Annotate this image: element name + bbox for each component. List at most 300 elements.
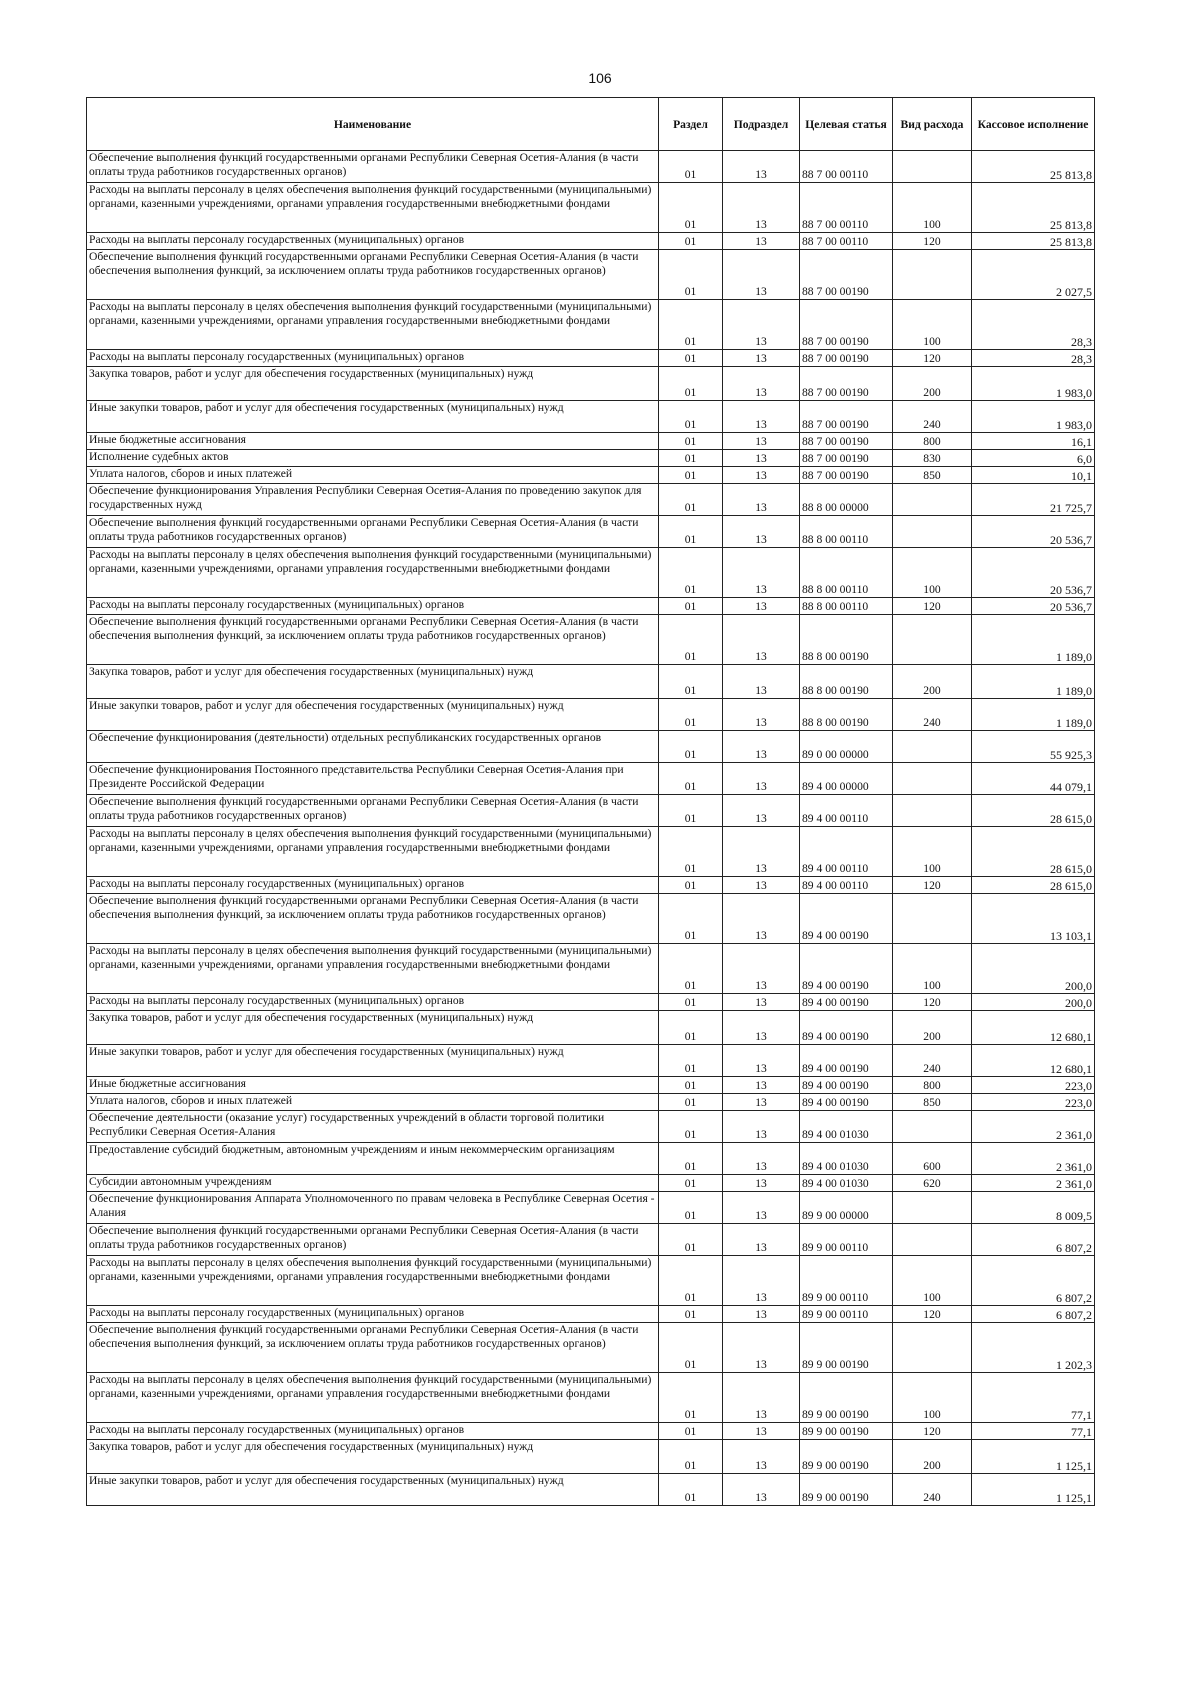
cell-type: 850: [893, 1094, 972, 1111]
cell-section: 01: [659, 1423, 723, 1440]
cell-target: 88 8 00 00110: [800, 516, 893, 548]
cell-type: [893, 615, 972, 665]
cell-target: 88 7 00 00110: [800, 183, 893, 233]
cell-section: 01: [659, 665, 723, 699]
cell-type: 120: [893, 598, 972, 615]
cell-target: 89 4 00 00190: [800, 944, 893, 994]
table-row: [87, 1045, 1095, 1077]
cell-section: 01: [659, 1143, 723, 1175]
table-row: [87, 665, 1095, 699]
cell-section: 01: [659, 699, 723, 731]
cell-name: Расходы на выплаты персоналу государственных (муниципальных) органов: [87, 877, 659, 894]
cell-amount: 1 125,1: [972, 1440, 1095, 1474]
cell-amount: 25 813,8: [972, 233, 1095, 250]
cell-section: 01: [659, 1224, 723, 1256]
cell-section: 01: [659, 183, 723, 233]
cell-type: [893, 516, 972, 548]
cell-type: [893, 731, 972, 763]
cell-subsection: 13: [723, 1224, 800, 1256]
cell-type: 200: [893, 1440, 972, 1474]
cell-subsection: 13: [723, 1111, 800, 1143]
table-row: [87, 1440, 1095, 1474]
cell-target: 88 7 00 00190: [800, 350, 893, 367]
cell-target: 89 4 00 00190: [800, 1077, 893, 1094]
cell-type: 100: [893, 1373, 972, 1423]
table-row: [87, 944, 1095, 994]
cell-section: 01: [659, 250, 723, 300]
cell-name: Исполнение судебных актов: [87, 450, 659, 467]
cell-type: 100: [893, 944, 972, 994]
cell-subsection: 13: [723, 1094, 800, 1111]
cell-target: 88 7 00 00190: [800, 367, 893, 401]
cell-amount: 28 615,0: [972, 827, 1095, 877]
cell-section: 01: [659, 795, 723, 827]
cell-subsection: 13: [723, 250, 800, 300]
table-row: [87, 598, 1095, 615]
cell-subsection: 13: [723, 894, 800, 944]
table-row: [87, 1111, 1095, 1143]
cell-type: 120: [893, 1423, 972, 1440]
table-row: [87, 1373, 1095, 1423]
cell-type: 600: [893, 1143, 972, 1175]
table-row: [87, 450, 1095, 467]
cell-section: 01: [659, 1440, 723, 1474]
cell-subsection: 13: [723, 300, 800, 350]
cell-name: Обеспечение выполнения функций государственными органами Республики Северная Осетия-Алания (в части обеспечения выполнения функций, за исключением оплаты труда работников государственных органов): [87, 1323, 659, 1373]
table-row: [87, 300, 1095, 350]
cell-amount: 1 983,0: [972, 401, 1095, 433]
cell-subsection: 13: [723, 731, 800, 763]
cell-target: 89 9 00 00190: [800, 1373, 893, 1423]
cell-target: 89 4 00 00110: [800, 827, 893, 877]
cell-subsection: 13: [723, 877, 800, 894]
cell-name: Обеспечение функционирования (деятельности) отдельных республиканских государственных органов: [87, 731, 659, 763]
table-row: [87, 894, 1095, 944]
cell-target: 88 7 00 00190: [800, 300, 893, 350]
cell-amount: 6 807,2: [972, 1256, 1095, 1306]
cell-type: 100: [893, 300, 972, 350]
cell-type: [893, 151, 972, 183]
cell-type: [893, 484, 972, 516]
cell-section: 01: [659, 994, 723, 1011]
cell-name: Закупка товаров, работ и услуг для обеспечения государственных (муниципальных) нужд: [87, 1440, 659, 1474]
cell-name: Расходы на выплаты персоналу в целях обеспечения выполнения функций государственными (муниципальными) органами, казенными учреждениями, органами управления государственными внебюджетными фондами: [87, 827, 659, 877]
cell-name: Расходы на выплаты персоналу государственных (муниципальных) органов: [87, 1306, 659, 1323]
cell-target: 88 8 00 00000: [800, 484, 893, 516]
cell-target: 89 4 00 00190: [800, 1011, 893, 1045]
cell-section: 01: [659, 548, 723, 598]
table-row: [87, 1323, 1095, 1373]
cell-subsection: 13: [723, 615, 800, 665]
cell-name: Иные бюджетные ассигнования: [87, 1077, 659, 1094]
header-subsection: Подраздел: [723, 98, 800, 151]
cell-target: 89 4 00 00190: [800, 894, 893, 944]
cell-amount: 20 536,7: [972, 598, 1095, 615]
cell-target: 89 9 00 00190: [800, 1423, 893, 1440]
cell-name: Обеспечение выполнения функций государственными органами Республики Северная Осетия-Алания (в части обеспечения выполнения функций, за исключением оплаты труда работников государственных органов): [87, 250, 659, 300]
cell-amount: 25 813,8: [972, 183, 1095, 233]
cell-type: 240: [893, 1045, 972, 1077]
budget-table: [86, 97, 1095, 1506]
cell-target: 88 7 00 00190: [800, 467, 893, 484]
cell-subsection: 13: [723, 699, 800, 731]
table-row: [87, 1094, 1095, 1111]
cell-subsection: 13: [723, 1306, 800, 1323]
cell-section: 01: [659, 233, 723, 250]
cell-amount: 6 807,2: [972, 1224, 1095, 1256]
cell-name: Расходы на выплаты персоналу государственных (муниципальных) органов: [87, 598, 659, 615]
table-row: [87, 763, 1095, 795]
cell-type: [893, 795, 972, 827]
cell-section: 01: [659, 300, 723, 350]
cell-target: 89 4 00 01030: [800, 1143, 893, 1175]
cell-section: 01: [659, 1306, 723, 1323]
cell-amount: 6 807,2: [972, 1306, 1095, 1323]
cell-type: 120: [893, 994, 972, 1011]
cell-subsection: 13: [723, 1323, 800, 1373]
cell-subsection: 13: [723, 994, 800, 1011]
cell-subsection: 13: [723, 665, 800, 699]
header-target: Целевая статья: [800, 98, 893, 151]
cell-amount: 12 680,1: [972, 1011, 1095, 1045]
cell-section: 01: [659, 450, 723, 467]
cell-subsection: 13: [723, 1045, 800, 1077]
cell-subsection: 13: [723, 484, 800, 516]
table-row: [87, 1143, 1095, 1175]
cell-name: Расходы на выплаты персоналу государственных (муниципальных) органов: [87, 994, 659, 1011]
cell-target: 89 4 00 00190: [800, 994, 893, 1011]
cell-section: 01: [659, 1111, 723, 1143]
cell-name: Расходы на выплаты персоналу государственных (муниципальных) органов: [87, 1423, 659, 1440]
cell-subsection: 13: [723, 1423, 800, 1440]
table-row: [87, 1192, 1095, 1224]
cell-section: 01: [659, 1011, 723, 1045]
cell-section: 01: [659, 1045, 723, 1077]
cell-type: 240: [893, 699, 972, 731]
page-number: 106: [588, 70, 612, 86]
table-row: [87, 827, 1095, 877]
cell-section: 01: [659, 350, 723, 367]
cell-subsection: 13: [723, 233, 800, 250]
cell-amount: 1 983,0: [972, 367, 1095, 401]
cell-target: 89 9 00 00110: [800, 1306, 893, 1323]
table-row: [87, 516, 1095, 548]
cell-amount: 10,1: [972, 467, 1095, 484]
cell-subsection: 13: [723, 1143, 800, 1175]
cell-amount: 25 813,8: [972, 151, 1095, 183]
table-row: [87, 1306, 1095, 1323]
cell-type: 240: [893, 401, 972, 433]
cell-target: 89 4 00 00110: [800, 877, 893, 894]
table-row: [87, 250, 1095, 300]
cell-section: 01: [659, 615, 723, 665]
cell-section: 01: [659, 1094, 723, 1111]
cell-subsection: 13: [723, 401, 800, 433]
table-row: [87, 233, 1095, 250]
cell-type: 200: [893, 1011, 972, 1045]
cell-amount: 77,1: [972, 1373, 1095, 1423]
cell-amount: 1 125,1: [972, 1474, 1095, 1506]
cell-amount: 28,3: [972, 350, 1095, 367]
cell-subsection: 13: [723, 1256, 800, 1306]
cell-target: 89 4 00 01030: [800, 1175, 893, 1192]
cell-target: 88 7 00 00190: [800, 250, 893, 300]
cell-section: 01: [659, 763, 723, 795]
cell-type: 100: [893, 827, 972, 877]
cell-section: 01: [659, 1192, 723, 1224]
cell-section: 01: [659, 1323, 723, 1373]
cell-target: 89 4 00 01030: [800, 1111, 893, 1143]
cell-name: Иные закупки товаров, работ и услуг для обеспечения государственных (муниципальных) нужд: [87, 401, 659, 433]
cell-amount: 200,0: [972, 994, 1095, 1011]
cell-section: 01: [659, 877, 723, 894]
cell-subsection: 13: [723, 367, 800, 401]
cell-section: 01: [659, 731, 723, 763]
cell-target: 88 7 00 00190: [800, 401, 893, 433]
cell-section: 01: [659, 484, 723, 516]
cell-name: Обеспечение функционирования Управления Республики Северная Осетия-Алания по проведению закупок для государственных нужд: [87, 484, 659, 516]
cell-type: 100: [893, 183, 972, 233]
cell-target: 88 7 00 00110: [800, 233, 893, 250]
header-type: Вид расхода: [893, 98, 972, 151]
cell-target: 88 8 00 00110: [800, 598, 893, 615]
cell-target: 89 4 00 00190: [800, 1094, 893, 1111]
cell-target: 89 9 00 00110: [800, 1256, 893, 1306]
table-row: [87, 1474, 1095, 1506]
table-row: [87, 1256, 1095, 1306]
header-section: Раздел: [659, 98, 723, 151]
table-row: [87, 1077, 1095, 1094]
cell-name: Иные закупки товаров, работ и услуг для обеспечения государственных (муниципальных) нужд: [87, 1045, 659, 1077]
cell-subsection: 13: [723, 598, 800, 615]
table-row: [87, 1423, 1095, 1440]
cell-section: 01: [659, 1373, 723, 1423]
cell-name: Обеспечение функционирования Постоянного представительства Республики Северная Осетия-Алания при Президенте Российской Федерации: [87, 763, 659, 795]
cell-type: 120: [893, 233, 972, 250]
cell-target: 88 8 00 00190: [800, 615, 893, 665]
cell-type: 200: [893, 367, 972, 401]
cell-type: 120: [893, 350, 972, 367]
cell-amount: 2 361,0: [972, 1175, 1095, 1192]
cell-type: 800: [893, 1077, 972, 1094]
cell-amount: 28,3: [972, 300, 1095, 350]
cell-amount: 20 536,7: [972, 516, 1095, 548]
cell-name: Обеспечение выполнения функций государственными органами Республики Северная Осетия-Алания (в части оплаты труда работников государственных органов): [87, 1224, 659, 1256]
table-row: [87, 484, 1095, 516]
table-row: [87, 1224, 1095, 1256]
table-row: [87, 401, 1095, 433]
cell-target: 89 9 00 00190: [800, 1323, 893, 1373]
cell-subsection: 13: [723, 548, 800, 598]
cell-subsection: 13: [723, 183, 800, 233]
cell-type: [893, 894, 972, 944]
cell-amount: 13 103,1: [972, 894, 1095, 944]
cell-name: Расходы на выплаты персоналу государственных (муниципальных) органов: [87, 233, 659, 250]
cell-name: Расходы на выплаты персоналу в целях обеспечения выполнения функций государственными (муниципальными) органами, казенными учреждениями, органами управления государственными внебюджетными фондами: [87, 1256, 659, 1306]
cell-name: Закупка товаров, работ и услуг для обеспечения государственных (муниципальных) нужд: [87, 665, 659, 699]
table-row: [87, 350, 1095, 367]
cell-target: 88 8 00 00110: [800, 548, 893, 598]
cell-subsection: 13: [723, 763, 800, 795]
cell-section: 01: [659, 1474, 723, 1506]
cell-amount: 55 925,3: [972, 731, 1095, 763]
table-row: [87, 151, 1095, 183]
cell-subsection: 13: [723, 827, 800, 877]
cell-subsection: 13: [723, 944, 800, 994]
cell-subsection: 13: [723, 1077, 800, 1094]
cell-name: Обеспечение деятельности (оказание услуг) государственных учреждений в области торговой политики Республики Северная Осетия-Алания: [87, 1111, 659, 1143]
table-row: [87, 1175, 1095, 1192]
cell-name: Расходы на выплаты персоналу в целях обеспечения выполнения функций государственными (муниципальными) органами, казенными учреждениями, органами управления государственными внебюджетными фондами: [87, 300, 659, 350]
cell-amount: 1 202,3: [972, 1323, 1095, 1373]
cell-amount: 28 615,0: [972, 877, 1095, 894]
cell-subsection: 13: [723, 795, 800, 827]
cell-subsection: 13: [723, 467, 800, 484]
cell-type: 800: [893, 433, 972, 450]
cell-type: 200: [893, 665, 972, 699]
cell-subsection: 13: [723, 1474, 800, 1506]
table-row: [87, 699, 1095, 731]
cell-amount: 44 079,1: [972, 763, 1095, 795]
cell-type: 620: [893, 1175, 972, 1192]
cell-name: Обеспечение выполнения функций государственными органами Республики Северная Осетия-Алания (в части оплаты труда работников государственных органов): [87, 151, 659, 183]
cell-section: 01: [659, 151, 723, 183]
cell-amount: 2 361,0: [972, 1143, 1095, 1175]
cell-target: 88 8 00 00190: [800, 665, 893, 699]
cell-section: 01: [659, 367, 723, 401]
cell-type: 100: [893, 1256, 972, 1306]
cell-subsection: 13: [723, 1192, 800, 1224]
cell-name: Закупка товаров, работ и услуг для обеспечения государственных (муниципальных) нужд: [87, 367, 659, 401]
cell-target: 89 4 00 00110: [800, 795, 893, 827]
cell-amount: 28 615,0: [972, 795, 1095, 827]
cell-target: 88 8 00 00190: [800, 699, 893, 731]
table-row: [87, 877, 1095, 894]
cell-name: Расходы на выплаты персоналу в целях обеспечения выполнения функций государственными (муниципальными) органами, казенными учреждениями, органами управления государственными внебюджетными фондами: [87, 183, 659, 233]
cell-amount: 200,0: [972, 944, 1095, 994]
cell-name: Расходы на выплаты персоналу государственных (муниципальных) органов: [87, 350, 659, 367]
cell-subsection: 13: [723, 516, 800, 548]
cell-amount: 223,0: [972, 1094, 1095, 1111]
cell-type: [893, 1224, 972, 1256]
cell-target: 89 9 00 00000: [800, 1192, 893, 1224]
table-row: [87, 548, 1095, 598]
cell-amount: 20 536,7: [972, 548, 1095, 598]
cell-amount: 6,0: [972, 450, 1095, 467]
cell-amount: 16,1: [972, 433, 1095, 450]
table-row: [87, 615, 1095, 665]
cell-subsection: 13: [723, 433, 800, 450]
cell-type: 120: [893, 1306, 972, 1323]
cell-amount: 2 027,5: [972, 250, 1095, 300]
cell-type: 830: [893, 450, 972, 467]
cell-amount: 223,0: [972, 1077, 1095, 1094]
cell-name: Субсидии автономным учреждениям: [87, 1175, 659, 1192]
table-row: [87, 795, 1095, 827]
cell-subsection: 13: [723, 1011, 800, 1045]
cell-name: Иные бюджетные ассигнования: [87, 433, 659, 450]
cell-amount: 12 680,1: [972, 1045, 1095, 1077]
cell-section: 01: [659, 467, 723, 484]
cell-target: 88 7 00 00190: [800, 450, 893, 467]
cell-type: 100: [893, 548, 972, 598]
cell-name: Обеспечение функционирования Аппарата Уполномоченного по правам человека в Республике Северная Осетия - Алания: [87, 1192, 659, 1224]
cell-subsection: 13: [723, 1373, 800, 1423]
cell-subsection: 13: [723, 450, 800, 467]
cell-section: 01: [659, 1077, 723, 1094]
table-row: [87, 467, 1095, 484]
cell-name: Расходы на выплаты персоналу в целях обеспечения выполнения функций государственными (муниципальными) органами, казенными учреждениями, органами управления государственными внебюджетными фондами: [87, 1373, 659, 1423]
cell-target: 88 7 00 00110: [800, 151, 893, 183]
cell-amount: 1 189,0: [972, 699, 1095, 731]
cell-target: 88 7 00 00190: [800, 433, 893, 450]
cell-target: 89 4 00 00190: [800, 1045, 893, 1077]
cell-name: Обеспечение выполнения функций государственными органами Республики Северная Осетия-Алания (в части обеспечения выполнения функций, за исключением оплаты труда работников государственных органов): [87, 894, 659, 944]
cell-name: Уплата налогов, сборов и иных платежей: [87, 1094, 659, 1111]
cell-subsection: 13: [723, 350, 800, 367]
table-row: [87, 1011, 1095, 1045]
cell-name: Обеспечение выполнения функций государственными органами Республики Северная Осетия-Алания (в части оплаты труда работников государственных органов): [87, 516, 659, 548]
header-amount: Кассовое исполнение: [972, 98, 1095, 151]
cell-amount: 1 189,0: [972, 665, 1095, 699]
cell-amount: 8 009,5: [972, 1192, 1095, 1224]
cell-name: Предоставление субсидий бюджетным, автономным учреждениям и иным некоммерческим организациям: [87, 1143, 659, 1175]
table-body: [87, 151, 1095, 1506]
cell-section: 01: [659, 401, 723, 433]
cell-type: 120: [893, 877, 972, 894]
header-name: Наименование: [87, 98, 659, 151]
cell-section: 01: [659, 827, 723, 877]
cell-type: 850: [893, 467, 972, 484]
cell-name: Расходы на выплаты персоналу в целях обеспечения выполнения функций государственными (муниципальными) органами, казенными учреждениями, органами управления государственными внебюджетными фондами: [87, 944, 659, 994]
cell-name: Уплата налогов, сборов и иных платежей: [87, 467, 659, 484]
cell-name: Обеспечение выполнения функций государственными органами Республики Северная Осетия-Алания (в части обеспечения выполнения функций, за исключением оплаты труда работников государственных органов): [87, 615, 659, 665]
cell-section: 01: [659, 516, 723, 548]
cell-type: [893, 1192, 972, 1224]
cell-target: 89 4 00 00000: [800, 763, 893, 795]
cell-section: 01: [659, 598, 723, 615]
table-row: [87, 367, 1095, 401]
cell-target: 89 9 00 00110: [800, 1224, 893, 1256]
table-row: [87, 731, 1095, 763]
cell-amount: 1 189,0: [972, 615, 1095, 665]
cell-name: Закупка товаров, работ и услуг для обеспечения государственных (муниципальных) нужд: [87, 1011, 659, 1045]
cell-target: 89 9 00 00190: [800, 1440, 893, 1474]
cell-name: Иные закупки товаров, работ и услуг для обеспечения государственных (муниципальных) нужд: [87, 699, 659, 731]
cell-name: Иные закупки товаров, работ и услуг для обеспечения государственных (муниципальных) нужд: [87, 1474, 659, 1506]
cell-subsection: 13: [723, 1440, 800, 1474]
cell-amount: 2 361,0: [972, 1111, 1095, 1143]
cell-amount: 21 725,7: [972, 484, 1095, 516]
cell-name: Расходы на выплаты персоналу в целях обеспечения выполнения функций государственными (муниципальными) органами, казенными учреждениями, органами управления государственными внебюджетными фондами: [87, 548, 659, 598]
cell-type: [893, 763, 972, 795]
cell-section: 01: [659, 1256, 723, 1306]
cell-amount: 77,1: [972, 1423, 1095, 1440]
cell-type: [893, 1323, 972, 1373]
cell-subsection: 13: [723, 151, 800, 183]
table-row: [87, 183, 1095, 233]
cell-type: 240: [893, 1474, 972, 1506]
cell-target: 89 0 00 00000: [800, 731, 893, 763]
table-header: [87, 98, 1095, 151]
cell-section: 01: [659, 894, 723, 944]
cell-type: [893, 1111, 972, 1143]
table-row: [87, 994, 1095, 1011]
cell-target: 89 9 00 00190: [800, 1474, 893, 1506]
cell-section: 01: [659, 433, 723, 450]
cell-type: [893, 250, 972, 300]
cell-subsection: 13: [723, 1175, 800, 1192]
